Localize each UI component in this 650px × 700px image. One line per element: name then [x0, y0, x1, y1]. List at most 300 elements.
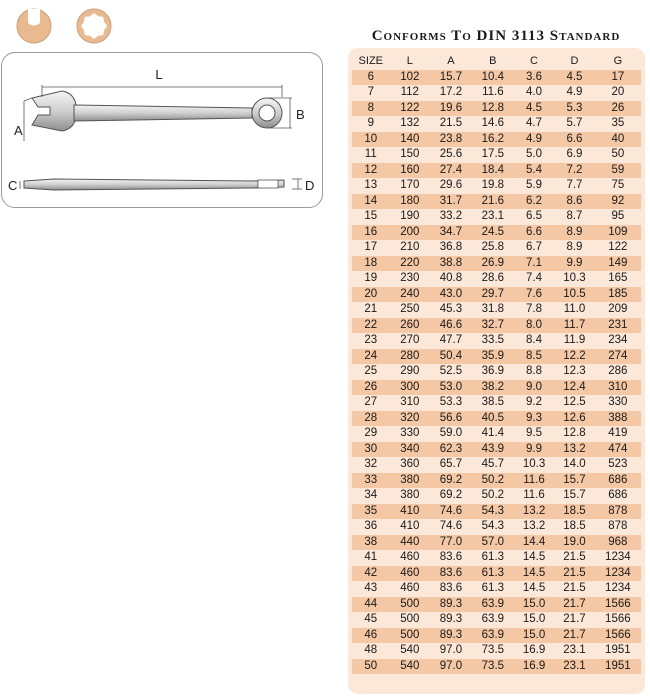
cell-c: 13.2 — [514, 519, 554, 535]
wrench-side-view — [24, 179, 284, 190]
cell-d: 6.9 — [554, 147, 594, 163]
cell-d: 12.3 — [554, 364, 594, 380]
cell-a: 23.8 — [430, 132, 472, 148]
cell-c: 14.4 — [514, 535, 554, 551]
cell-b: 57.0 — [472, 535, 514, 551]
cell-l: 230 — [390, 271, 430, 287]
table-row — [352, 116, 641, 132]
cell-l: 340 — [390, 442, 430, 458]
cell-a: 77.0 — [430, 535, 472, 551]
table-row — [352, 395, 641, 411]
cell-b: 24.5 — [472, 225, 514, 241]
cell-a: 89.3 — [430, 597, 472, 613]
twelve-point-ring-icon — [77, 9, 111, 43]
header-a: A — [430, 54, 472, 70]
cell-d: 23.1 — [554, 659, 594, 675]
cell-a: 33.2 — [430, 209, 472, 225]
cell-c: 9.9 — [514, 442, 554, 458]
cell-c: 4.9 — [514, 132, 554, 148]
cell-d: 21.7 — [554, 612, 594, 628]
cell-c: 4.5 — [514, 101, 554, 117]
cell-c: 4.0 — [514, 85, 554, 101]
cell-b: 14.6 — [472, 116, 514, 132]
cell-g: 40 — [595, 132, 641, 148]
label-c: C — [8, 178, 18, 193]
cell-c: 6.6 — [514, 225, 554, 241]
cell-c: 16.9 — [514, 643, 554, 659]
cell-a: 36.8 — [430, 240, 472, 256]
cell-size: 42 — [352, 566, 390, 582]
table-row — [352, 581, 641, 597]
cell-a: 17.2 — [430, 85, 472, 101]
cell-g: 95 — [595, 209, 641, 225]
cell-l: 310 — [390, 395, 430, 411]
table-row — [352, 132, 641, 148]
cell-b: 12.8 — [472, 101, 514, 117]
cell-l: 500 — [390, 628, 430, 644]
cell-l: 360 — [390, 457, 430, 473]
cell-b: 38.5 — [472, 395, 514, 411]
cell-d: 21.5 — [554, 550, 594, 566]
table-row — [352, 643, 641, 659]
cell-size: 28 — [352, 411, 390, 427]
cell-a: 29.6 — [430, 178, 472, 194]
cell-g: 75 — [595, 178, 641, 194]
label-l: L — [155, 67, 163, 82]
cell-size: 48 — [352, 643, 390, 659]
cell-b: 17.5 — [472, 147, 514, 163]
cell-c: 11.6 — [514, 488, 554, 504]
cell-l: 330 — [390, 426, 430, 442]
cell-l: 132 — [390, 116, 430, 132]
table-body — [352, 70, 641, 675]
cell-b: 32.7 — [472, 318, 514, 334]
cell-l: 180 — [390, 194, 430, 210]
cell-size: 32 — [352, 457, 390, 473]
cell-b: 54.3 — [472, 519, 514, 535]
cell-c: 6.7 — [514, 240, 554, 256]
cell-size: 29 — [352, 426, 390, 442]
table-row — [352, 225, 641, 241]
table-row — [352, 302, 641, 318]
cell-c: 3.6 — [514, 70, 554, 86]
cell-a: 40.8 — [430, 271, 472, 287]
cell-g: 310 — [595, 380, 641, 396]
cell-l: 540 — [390, 659, 430, 675]
table-row — [352, 380, 641, 396]
cell-g: 878 — [595, 504, 641, 520]
cell-a: 89.3 — [430, 628, 472, 644]
cell-c: 7.1 — [514, 256, 554, 272]
cell-d: 19.0 — [554, 535, 594, 551]
cell-g: 1566 — [595, 597, 641, 613]
cell-g: 1566 — [595, 612, 641, 628]
cell-a: 74.6 — [430, 504, 472, 520]
cell-b: 73.5 — [472, 659, 514, 675]
cell-b: 26.9 — [472, 256, 514, 272]
cell-l: 440 — [390, 535, 430, 551]
cell-d: 21.5 — [554, 566, 594, 582]
cell-b: 18.4 — [472, 163, 514, 179]
label-b: B — [296, 107, 305, 122]
cell-d: 12.5 — [554, 395, 594, 411]
table-row — [352, 318, 641, 334]
cell-g: 419 — [595, 426, 641, 442]
cell-size: 6 — [352, 70, 390, 86]
cell-a: 31.7 — [430, 194, 472, 210]
cell-size: 50 — [352, 659, 390, 675]
cell-g: 231 — [595, 318, 641, 334]
label-a: A — [14, 123, 23, 138]
cell-b: 21.6 — [472, 194, 514, 210]
cell-d: 11.0 — [554, 302, 594, 318]
cell-a: 89.3 — [430, 612, 472, 628]
cell-d: 8.9 — [554, 240, 594, 256]
cell-g: 149 — [595, 256, 641, 272]
cell-l: 210 — [390, 240, 430, 256]
profile-icons — [14, 6, 124, 46]
cell-c: 7.6 — [514, 287, 554, 303]
cell-a: 97.0 — [430, 643, 472, 659]
cell-a: 83.6 — [430, 581, 472, 597]
cell-l: 500 — [390, 597, 430, 613]
spec-table — [352, 54, 641, 674]
cell-a: 56.6 — [430, 411, 472, 427]
cell-d: 21.7 — [554, 628, 594, 644]
table-row — [352, 519, 641, 535]
cell-d: 5.7 — [554, 116, 594, 132]
cell-size: 23 — [352, 333, 390, 349]
cell-c: 5.0 — [514, 147, 554, 163]
table-row — [352, 535, 641, 551]
cell-c: 13.2 — [514, 504, 554, 520]
cell-a: 50.4 — [430, 349, 472, 365]
cell-b: 35.9 — [472, 349, 514, 365]
cell-size: 27 — [352, 395, 390, 411]
dimension-d — [292, 179, 302, 189]
cell-l: 290 — [390, 364, 430, 380]
cell-g: 388 — [595, 411, 641, 427]
cell-size: 20 — [352, 287, 390, 303]
cell-c: 15.0 — [514, 597, 554, 613]
cell-g: 1234 — [595, 550, 641, 566]
cell-d: 8.7 — [554, 209, 594, 225]
cell-b: 29.7 — [472, 287, 514, 303]
cell-g: 1951 — [595, 659, 641, 675]
table-row — [352, 163, 641, 179]
cell-b: 33.5 — [472, 333, 514, 349]
cell-c: 8.8 — [514, 364, 554, 380]
cell-b: 25.8 — [472, 240, 514, 256]
cell-d: 21.5 — [554, 581, 594, 597]
cell-a: 19.6 — [430, 101, 472, 117]
header-g: G — [595, 54, 641, 70]
cell-a: 62.3 — [430, 442, 472, 458]
cell-d: 9.9 — [554, 256, 594, 272]
cell-b: 54.3 — [472, 504, 514, 520]
cell-size: 9 — [352, 116, 390, 132]
cell-size: 18 — [352, 256, 390, 272]
cell-d: 7.7 — [554, 178, 594, 194]
cell-l: 270 — [390, 333, 430, 349]
cell-g: 59 — [595, 163, 641, 179]
cell-g: 878 — [595, 519, 641, 535]
cell-l: 250 — [390, 302, 430, 318]
cell-size: 44 — [352, 597, 390, 613]
table-row — [352, 504, 641, 520]
cell-d: 18.5 — [554, 504, 594, 520]
table-row — [352, 364, 641, 380]
cell-g: 286 — [595, 364, 641, 380]
table-row — [352, 488, 641, 504]
cell-size: 33 — [352, 473, 390, 489]
header-d: D — [554, 54, 594, 70]
table-row — [352, 333, 641, 349]
cell-size: 22 — [352, 318, 390, 334]
cell-l: 410 — [390, 504, 430, 520]
cell-g: 686 — [595, 473, 641, 489]
cell-l: 170 — [390, 178, 430, 194]
cell-a: 53.3 — [430, 395, 472, 411]
header-l: L — [390, 54, 430, 70]
table-row — [352, 566, 641, 582]
cell-d: 10.5 — [554, 287, 594, 303]
cell-a: 46.6 — [430, 318, 472, 334]
dimension-l — [42, 85, 282, 97]
cell-l: 140 — [390, 132, 430, 148]
cell-size: 36 — [352, 519, 390, 535]
cell-b: 63.9 — [472, 597, 514, 613]
cell-g: 1566 — [595, 628, 641, 644]
cell-d: 15.7 — [554, 488, 594, 504]
cell-g: 26 — [595, 101, 641, 117]
table-row — [352, 240, 641, 256]
cell-size: 35 — [352, 504, 390, 520]
table-row — [352, 612, 641, 628]
table-row — [352, 70, 641, 86]
cell-b: 36.9 — [472, 364, 514, 380]
cell-c: 6.5 — [514, 209, 554, 225]
table-row — [352, 178, 641, 194]
cell-size: 43 — [352, 581, 390, 597]
cell-g: 185 — [595, 287, 641, 303]
table-title: Conforms To DIN 3113 Standard — [371, 28, 621, 44]
cell-d: 18.5 — [554, 519, 594, 535]
table-row — [352, 194, 641, 210]
table-row — [352, 147, 641, 163]
header-size: SIZE — [352, 54, 390, 70]
cell-g: 109 — [595, 225, 641, 241]
cell-c: 15.0 — [514, 612, 554, 628]
label-d: D — [305, 178, 315, 193]
cell-d: 12.8 — [554, 426, 594, 442]
cell-b: 45.7 — [472, 457, 514, 473]
cell-a: 69.2 — [430, 488, 472, 504]
cell-c: 8.5 — [514, 349, 554, 365]
cell-c: 9.3 — [514, 411, 554, 427]
cell-b: 41.4 — [472, 426, 514, 442]
cell-l: 102 — [390, 70, 430, 86]
wrench-top-view — [32, 91, 282, 131]
cell-g: 686 — [595, 488, 641, 504]
cell-b: 31.8 — [472, 302, 514, 318]
cell-g: 122 — [595, 240, 641, 256]
table-row — [352, 85, 641, 101]
cell-size: 16 — [352, 225, 390, 241]
table-row — [352, 550, 641, 566]
cell-l: 410 — [390, 519, 430, 535]
cell-c: 9.2 — [514, 395, 554, 411]
table-row — [352, 442, 641, 458]
cell-d: 8.9 — [554, 225, 594, 241]
table-row — [352, 411, 641, 427]
cell-g: 1234 — [595, 566, 641, 582]
cell-d: 6.6 — [554, 132, 594, 148]
cell-size: 24 — [352, 349, 390, 365]
cell-c: 4.7 — [514, 116, 554, 132]
cell-size: 45 — [352, 612, 390, 628]
cell-d: 12.4 — [554, 380, 594, 396]
table-row — [352, 597, 641, 613]
header-b: B — [472, 54, 514, 70]
dimension-a — [24, 98, 32, 141]
cell-b: 43.9 — [472, 442, 514, 458]
cell-l: 240 — [390, 287, 430, 303]
table-row — [352, 426, 641, 442]
cell-a: 97.0 — [430, 659, 472, 675]
cell-c: 14.5 — [514, 566, 554, 582]
cell-d: 7.2 — [554, 163, 594, 179]
cell-l: 200 — [390, 225, 430, 241]
cell-g: 50 — [595, 147, 641, 163]
cell-a: 69.2 — [430, 473, 472, 489]
cell-d: 4.5 — [554, 70, 594, 86]
cell-l: 500 — [390, 612, 430, 628]
spec-table-panel — [348, 48, 645, 694]
table-row — [352, 256, 641, 272]
cell-l: 460 — [390, 566, 430, 582]
cell-d: 13.2 — [554, 442, 594, 458]
cell-c: 6.2 — [514, 194, 554, 210]
cell-c: 5.4 — [514, 163, 554, 179]
cell-g: 20 — [595, 85, 641, 101]
table-row — [352, 473, 641, 489]
cell-size: 14 — [352, 194, 390, 210]
cell-g: 92 — [595, 194, 641, 210]
open-end-icon — [17, 9, 51, 43]
cell-a: 38.8 — [430, 256, 472, 272]
cell-l: 280 — [390, 349, 430, 365]
cell-size: 26 — [352, 380, 390, 396]
cell-size: 21 — [352, 302, 390, 318]
cell-c: 16.9 — [514, 659, 554, 675]
table-row — [352, 349, 641, 365]
cell-b: 50.2 — [472, 473, 514, 489]
cell-d: 12.2 — [554, 349, 594, 365]
cell-b: 50.2 — [472, 488, 514, 504]
cell-c: 15.0 — [514, 628, 554, 644]
cell-a: 47.7 — [430, 333, 472, 349]
cell-g: 234 — [595, 333, 641, 349]
cell-c: 7.8 — [514, 302, 554, 318]
cell-a: 65.7 — [430, 457, 472, 473]
cell-a: 52.5 — [430, 364, 472, 380]
cell-d: 14.0 — [554, 457, 594, 473]
cell-a: 15.7 — [430, 70, 472, 86]
cell-c: 5.9 — [514, 178, 554, 194]
cell-c: 10.3 — [514, 457, 554, 473]
cell-l: 460 — [390, 550, 430, 566]
table-row — [352, 628, 641, 644]
table-row — [352, 271, 641, 287]
cell-b: 10.4 — [472, 70, 514, 86]
cell-b: 28.6 — [472, 271, 514, 287]
cell-d: 21.7 — [554, 597, 594, 613]
cell-g: 17 — [595, 70, 641, 86]
cell-l: 160 — [390, 163, 430, 179]
cell-size: 7 — [352, 85, 390, 101]
cell-size: 34 — [352, 488, 390, 504]
cell-c: 11.6 — [514, 473, 554, 489]
cell-a: 74.6 — [430, 519, 472, 535]
cell-l: 380 — [390, 473, 430, 489]
cell-d: 11.7 — [554, 318, 594, 334]
cell-b: 73.5 — [472, 643, 514, 659]
cell-a: 83.6 — [430, 566, 472, 582]
wrench-diagram-panel — [1, 52, 323, 208]
cell-a: 45.3 — [430, 302, 472, 318]
cell-l: 320 — [390, 411, 430, 427]
cell-a: 21.5 — [430, 116, 472, 132]
cell-size: 13 — [352, 178, 390, 194]
cell-c: 8.4 — [514, 333, 554, 349]
cell-size: 19 — [352, 271, 390, 287]
cell-size: 11 — [352, 147, 390, 163]
cell-a: 34.7 — [430, 225, 472, 241]
cell-d: 23.1 — [554, 643, 594, 659]
cell-b: 23.1 — [472, 209, 514, 225]
cell-a: 53.0 — [430, 380, 472, 396]
cell-b: 63.9 — [472, 612, 514, 628]
cell-size: 17 — [352, 240, 390, 256]
cell-a: 59.0 — [430, 426, 472, 442]
cell-l: 300 — [390, 380, 430, 396]
cell-a: 43.0 — [430, 287, 472, 303]
cell-g: 209 — [595, 302, 641, 318]
cell-b: 61.3 — [472, 566, 514, 582]
cell-c: 9.5 — [514, 426, 554, 442]
cell-g: 274 — [595, 349, 641, 365]
cell-l: 460 — [390, 581, 430, 597]
cell-size: 8 — [352, 101, 390, 117]
cell-b: 61.3 — [472, 581, 514, 597]
cell-c: 14.5 — [514, 550, 554, 566]
cell-b: 11.6 — [472, 85, 514, 101]
cell-d: 8.6 — [554, 194, 594, 210]
header-c: C — [514, 54, 554, 70]
wrench-diagram — [2, 53, 324, 209]
cell-b: 19.8 — [472, 178, 514, 194]
cell-d: 5.3 — [554, 101, 594, 117]
cell-b: 61.3 — [472, 550, 514, 566]
cell-c: 9.0 — [514, 380, 554, 396]
cell-l: 260 — [390, 318, 430, 334]
cell-c: 7.4 — [514, 271, 554, 287]
table-header-row — [352, 54, 641, 70]
cell-c: 8.0 — [514, 318, 554, 334]
cell-d: 12.6 — [554, 411, 594, 427]
cell-d: 15.7 — [554, 473, 594, 489]
